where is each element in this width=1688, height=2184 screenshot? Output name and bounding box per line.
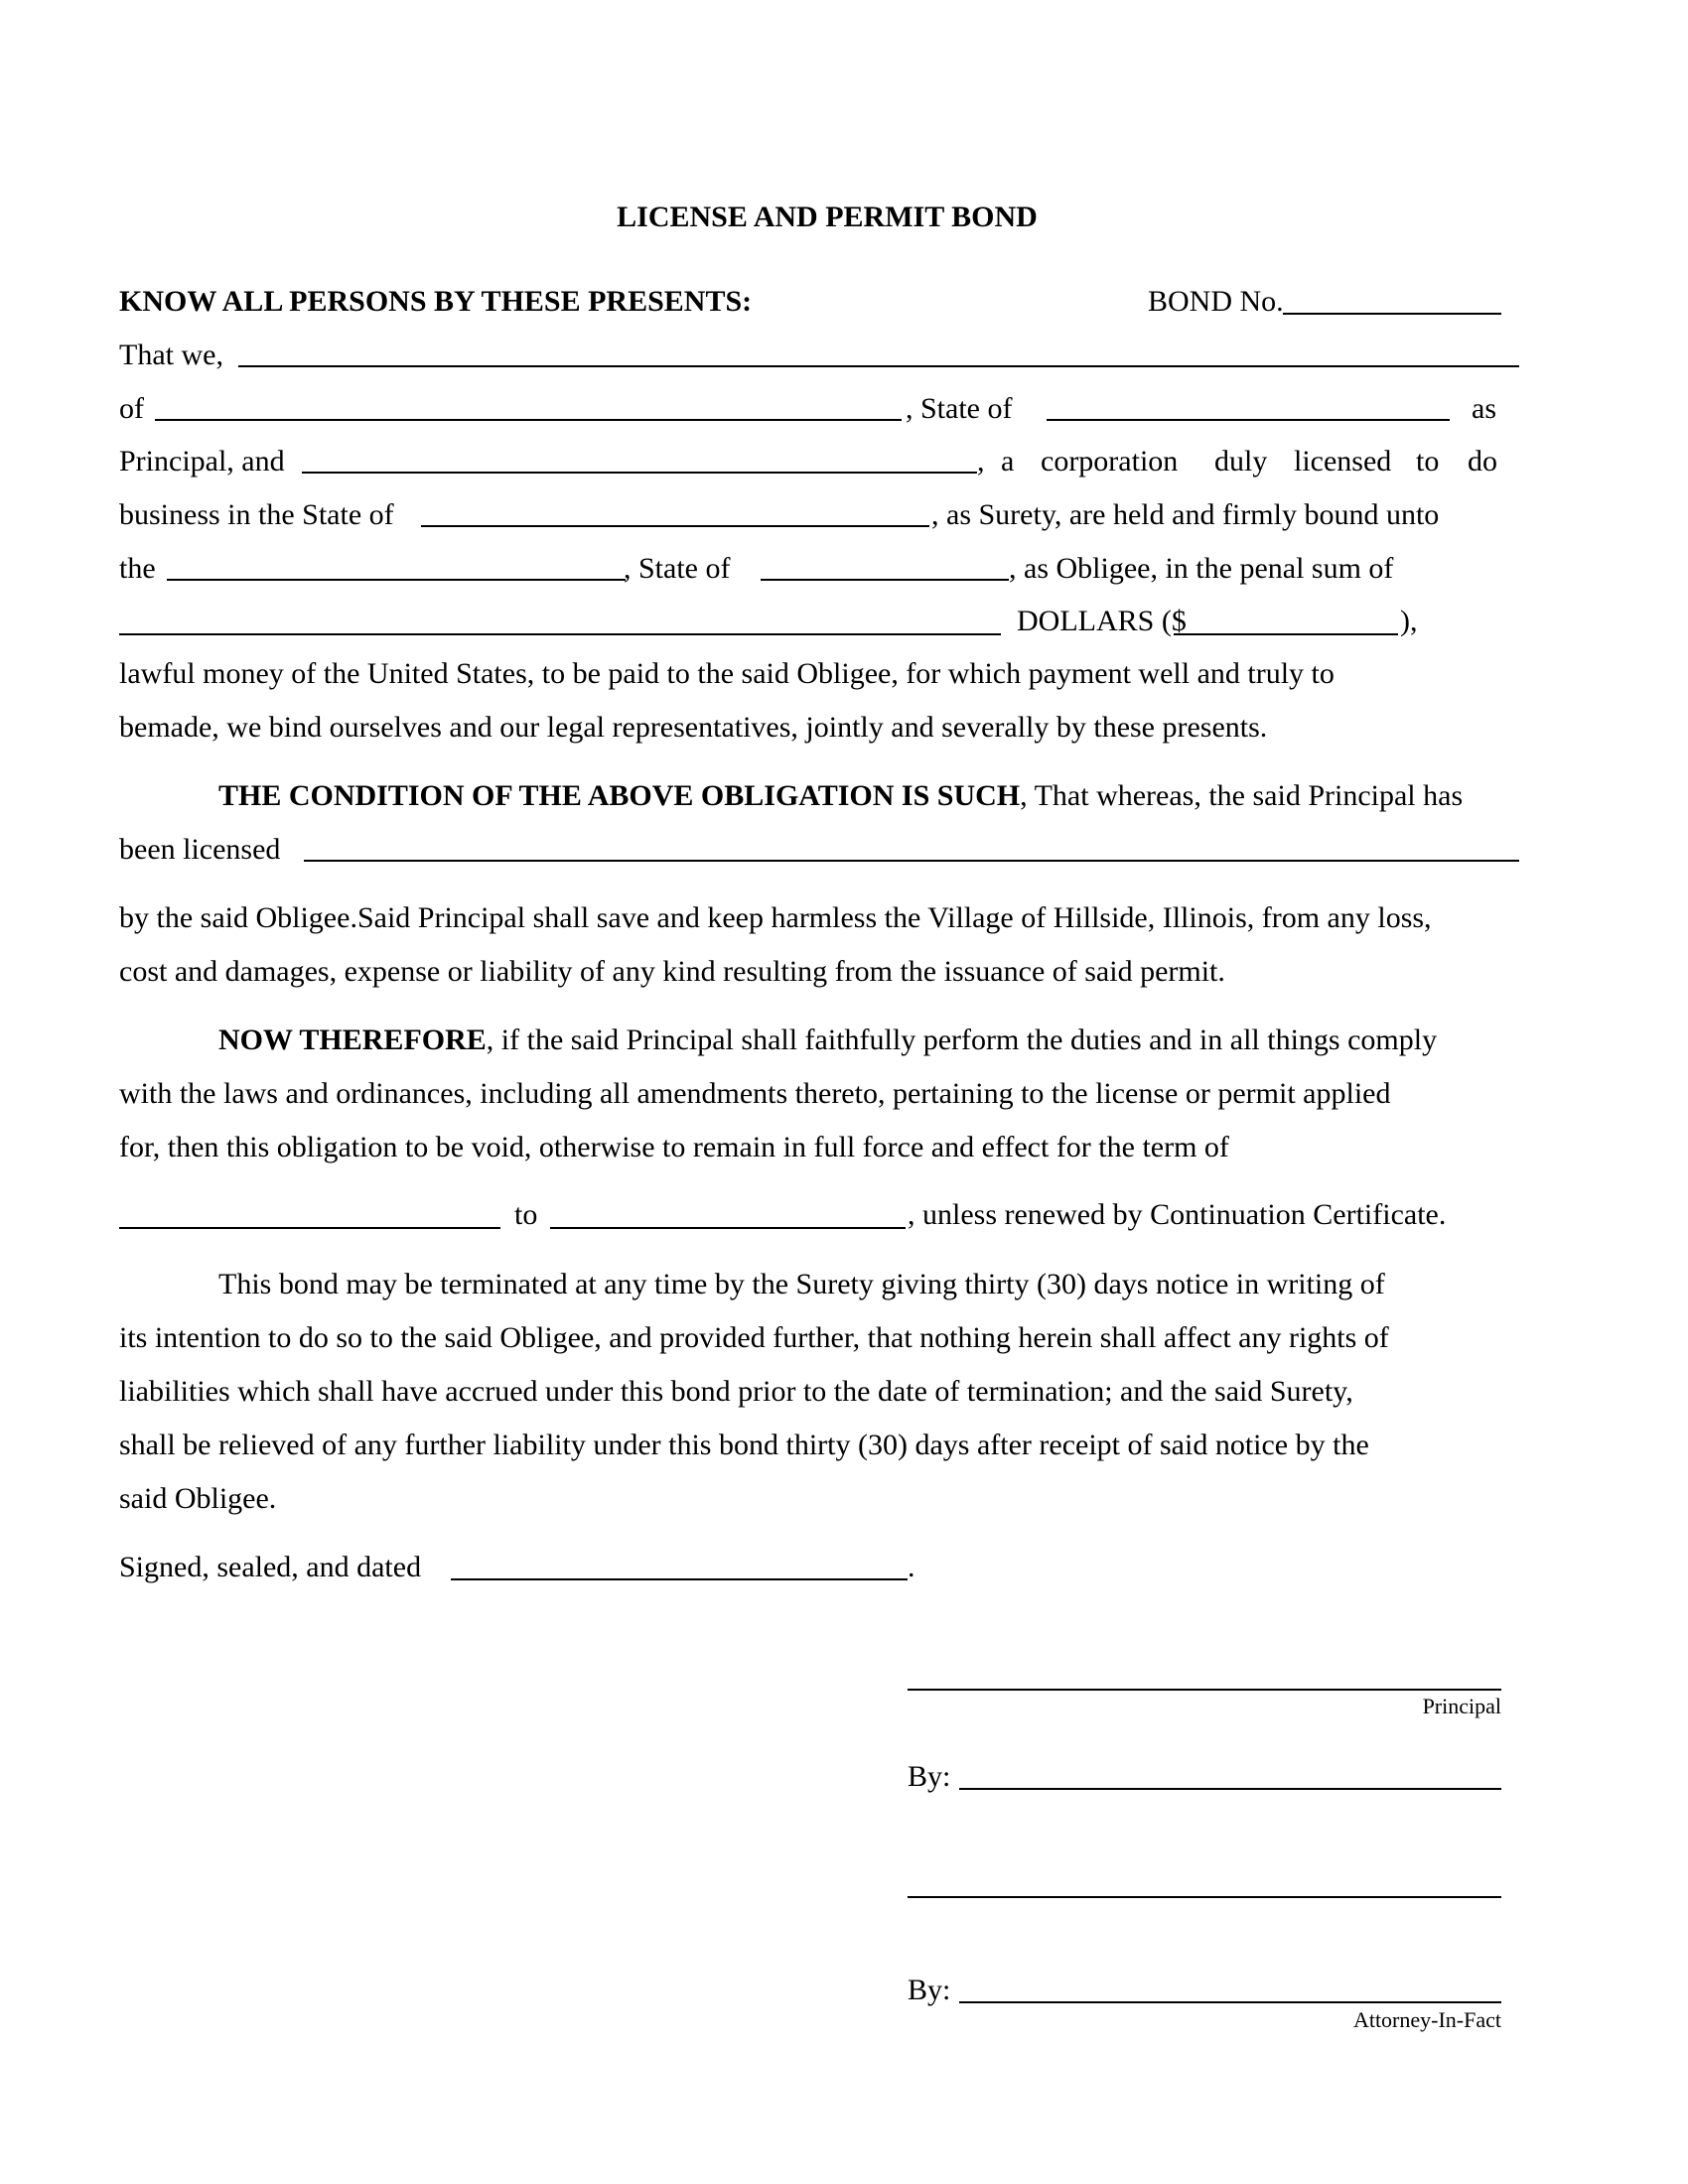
surety-name-field[interactable] [302, 472, 977, 474]
bemade-text: bemade, we bind ourselves and our legal representatives, jointly and severally by these presents. [119, 711, 1268, 744]
by-label-2: By: [908, 1974, 951, 2006]
that-we-label: That we, [119, 339, 223, 371]
corporation-word-a: a [1001, 445, 1015, 478]
principal-city-field[interactable] [155, 419, 902, 421]
bond-no-label: BOND No. [1148, 285, 1284, 318]
corporation-word-do: do [1468, 445, 1497, 478]
condition-line-1 [218, 778, 1463, 814]
to-label: to [514, 1198, 538, 1231]
by-obligee-text: by the said Obligee.Said Principal shall save and keep harmless the Village of Hillside, Illinois, from any loss, [119, 901, 1432, 934]
state-of-label-1: , State of [906, 392, 1013, 425]
penal-sum-amount-field[interactable] [1174, 633, 1398, 635]
principal-state-field[interactable] [1047, 419, 1450, 421]
the-label: the [119, 552, 156, 585]
know-all-heading: KNOW ALL PERSONS BY THESE PRESENTS: [119, 285, 753, 318]
license-description-field[interactable] [304, 860, 1519, 862]
obligee-name-field[interactable] [167, 579, 626, 581]
unless-renewed-text: , unless renewed by Continuation Certificate. [908, 1198, 1447, 1231]
condition-text: , That whereas, the said Principal has [1020, 779, 1464, 812]
penal-sum-words-field[interactable] [119, 633, 1001, 635]
surety-state-field[interactable] [421, 525, 929, 527]
condition-heading: THE CONDITION OF THE ABOVE OBLIGATION IS SUCH [218, 779, 1021, 812]
termination-line-4: shall be relieved of any further liability under this bond thirty (30) days after receipt of said notice by the [119, 1429, 1369, 1461]
principal-caption: Principal [1422, 1694, 1501, 1718]
business-state-label: business in the State of [119, 498, 394, 531]
document-title: LICENSE AND PERMIT BOND [617, 201, 1038, 233]
of-label: of [119, 392, 144, 425]
been-licensed-label: been licensed [119, 833, 281, 866]
principal-signature-line[interactable] [908, 1689, 1501, 1691]
principal-name-field[interactable] [238, 365, 1519, 367]
by-label-1: By: [908, 1760, 951, 1793]
termination-line-1: This bond may be terminated at any time by the Surety giving thirty (30) days notice in writing of [218, 1268, 1385, 1300]
term-start-field[interactable] [119, 1227, 500, 1229]
termination-line-2: its intention to do so to the said Obligee, and provided further, that nothing herein shall affect any rights of [119, 1321, 1389, 1354]
corporation-word-corporation: corporation [1041, 445, 1179, 478]
attorney-by-field[interactable] [959, 2001, 1501, 2003]
principal-by-field[interactable] [959, 1788, 1501, 1790]
lawful-money-text: lawful money of the United States, to be paid to the said Obligee, for which payment well and truly to [119, 657, 1335, 690]
corporation-word-licensed: licensed [1294, 445, 1392, 478]
state-of-label-2: , State of [624, 552, 731, 585]
attorney-caption: Attorney-In-Fact [1352, 2007, 1501, 2032]
termination-line-3: liabilities which shall have accrued under this bond prior to the date of termination; and the said Surety, [119, 1375, 1353, 1408]
as-obligee-text: , as Obligee, in the penal sum of [1009, 552, 1394, 585]
now-therefore-text: , if the said Principal shall faithfully perform the duties and in all things comply [486, 1024, 1438, 1056]
now-therefore-line-2: with the laws and ordinances, including all amendments thereto, pertaining to the license or permit applied [119, 1077, 1391, 1110]
dollars-close: ), [1400, 605, 1418, 637]
termination-line-5: said Obligee. [119, 1482, 277, 1515]
corporation-word-duly: duly [1214, 445, 1268, 478]
signed-period: . [908, 1551, 915, 1583]
obligee-state-field[interactable] [761, 579, 1009, 581]
surety-signature-line[interactable] [908, 1896, 1501, 1898]
as-surety-text: , as Surety, are held and firmly bound unto [931, 498, 1440, 531]
dollars-label: DOLLARS ($ [1017, 605, 1187, 637]
corporation-word-to: to [1416, 445, 1440, 478]
bond-no-field[interactable] [1283, 313, 1501, 315]
as-label: as [1472, 392, 1496, 425]
cost-damages-text: cost and damages, expense or liability of any kind resulting from the issuance of said permit. [119, 955, 1225, 988]
term-end-field[interactable] [550, 1227, 906, 1229]
signed-sealed-label: Signed, sealed, and dated [119, 1551, 422, 1583]
corporation-comma: , [977, 445, 985, 478]
now-therefore-line-3: for, then this obligation to be void, otherwise to remain in full force and effect for the term of [119, 1131, 1229, 1163]
now-therefore-heading: NOW THEREFORE [218, 1024, 487, 1056]
now-therefore-line-1 [218, 1023, 1437, 1058]
principal-and-label: Principal, and [119, 445, 285, 478]
signed-date-field[interactable] [451, 1578, 908, 1580]
